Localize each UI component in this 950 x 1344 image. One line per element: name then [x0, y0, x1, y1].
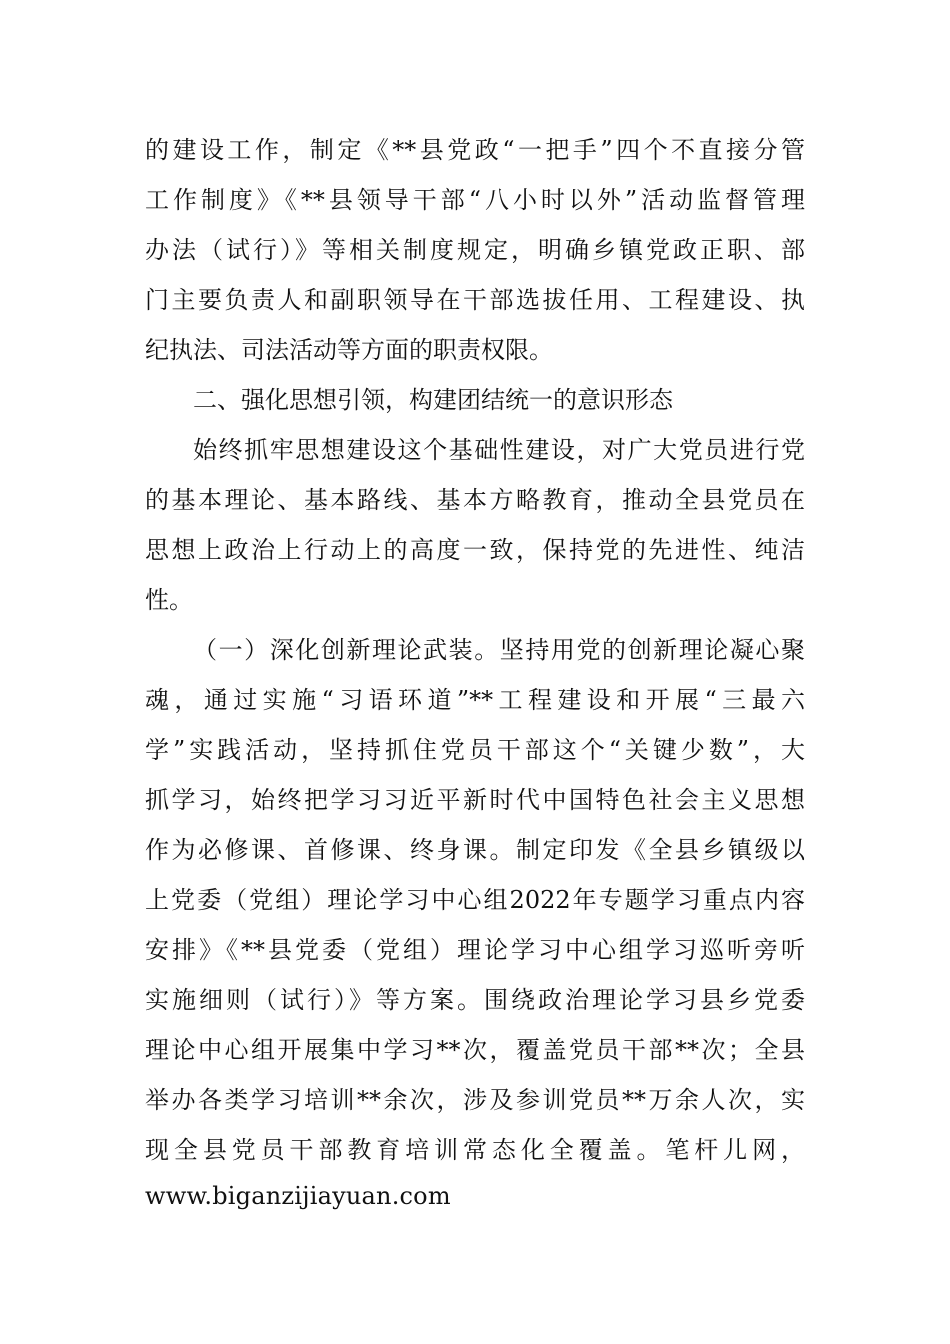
paragraph-line: 安排》《**县党委（党组）理论学习中心组学习巡听旁听 [145, 936, 805, 964]
paragraph-line: 办法（试行）》等相关制度规定，明确乡镇党政正职、部 [145, 236, 805, 264]
paragraph-line: 作为必修课、首修课、终身课。制定印发《全县乡镇级以 [145, 836, 805, 864]
paragraph-line: 魂，通过实施“习语环道”**工程建设和开展“三最六 [145, 686, 805, 714]
paragraph-line: 举办各类学习培训**余次，涉及参训党员**万余人次，实 [145, 1086, 805, 1114]
paragraph-line: 现全县党员干部教育培训常态化全覆盖。笔杆儿网， [145, 1136, 805, 1164]
paragraph-line: （一）深化创新理论武装。坚持用党的创新理论凝心聚 [193, 636, 805, 664]
paragraph-line: 的建设工作，制定《**县党政“一把手”四个不直接分管 [145, 136, 805, 164]
paragraph-line: 上党委（党组）理论学习中心组2022年专题学习重点内容 [145, 886, 805, 914]
paragraph-line: 思想上政治上行动上的高度一致，保持党的先进性、纯洁 [145, 536, 805, 564]
section-heading: 二、强化思想引领，构建团结统一的意识形态 [193, 386, 673, 414]
website-url: www.biganzijiayuan.com [145, 1182, 451, 1210]
paragraph-line: 门主要负责人和副职领导在干部选拔任用、工程建设、执 [145, 286, 805, 314]
paragraph-line: 性。 [145, 586, 193, 614]
paragraph-line: 的基本理论、基本路线、基本方略教育，推动全县党员在 [145, 486, 805, 514]
paragraph-line: 纪执法、司法活动等方面的职责权限。 [145, 336, 553, 364]
paragraph-line: 实施细则（试行）》等方案。围绕政治理论学习县乡党委 [145, 986, 805, 1014]
paragraph-line: 理论中心组开展集中学习**次，覆盖党员干部**次；全县 [145, 1036, 805, 1064]
paragraph-line: 抓学习，始终把学习习近平新时代中国特色社会主义思想 [145, 786, 805, 814]
paragraph-line: 工作制度》《**县领导干部“八小时以外”活动监督管理 [145, 186, 805, 214]
paragraph-line: 始终抓牢思想建设这个基础性建设，对广大党员进行党 [193, 436, 805, 464]
paragraph-line: 学”实践活动，坚持抓住党员干部这个“关键少数”，大 [145, 736, 805, 764]
